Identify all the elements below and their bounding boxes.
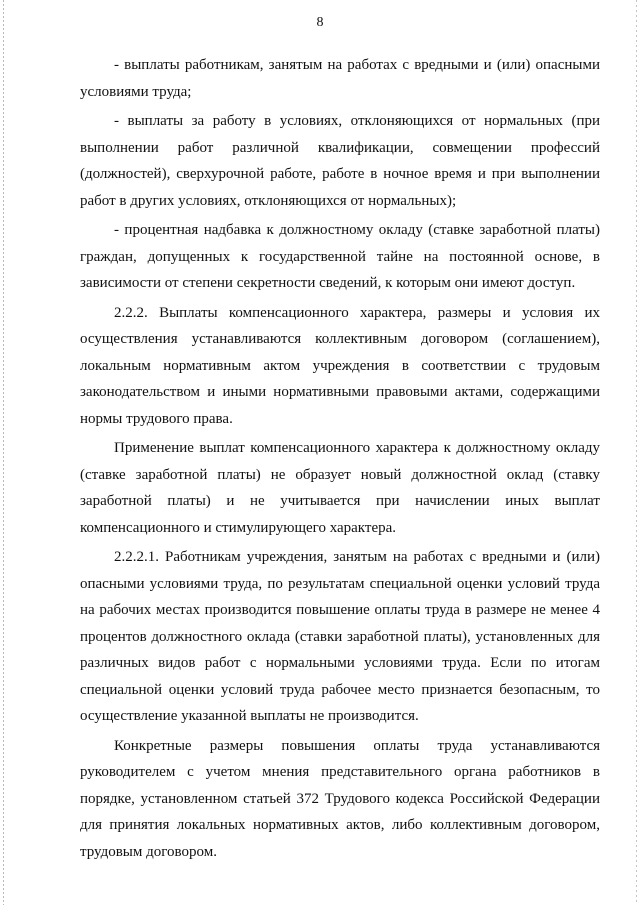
- page-number: 8: [316, 15, 324, 30]
- paragraph-state-secret-allowance: - процентная надбавка к должностному окладу (ставке заработной платы) граждан, допущенных к государственной тайне на постоянной основе, в зависимости от степени секретности сведений, к которым они имеют доступ.: [80, 222, 600, 291]
- paragraph-deviating-conditions-payment: - выплаты за работу в условиях, отклоняющихся от нормальных (при выполнении работ различной квалификации, совмещении профессий (должностей), сверхурочной работе, работе в ночное время и при выполнении работ в других условиях, отклоняющихся от нормальных);: [80, 113, 600, 209]
- scan-edge-right: [636, 0, 637, 905]
- paragraph-section-2-2-2: 2.2.2. Выплаты компенсационного характера, размеры и условия их осуществления устанавливаются коллективным договором (соглашением), локальным нормативным актом учреждения в соответствии с трудовым законодательством и иными нормативными правовыми актами, содержащими нормы трудового права.: [80, 304, 600, 427]
- paragraph-section-2-2-2-1: 2.2.2.1. Работникам учреждения, занятым на работах с вредными и (или) опасными условиями труда, по результатам специальной оценки условий труда на рабочих местах производится повышение оплаты труда в размере не менее 4 процентов должностного оклада (ставки заработной платы), установленных для различных видов работ с нормальными условиями труда. Если по итогам специальной оценки условий труда рабочее место признается безопасным, то осуществление указанной выплаты не производится.: [80, 549, 600, 724]
- document-body: [80, 52, 600, 868]
- paragraph-harmful-conditions-payment: - выплаты работникам, занятым на работах с вредными и (или) опасными условиями труда;: [80, 57, 600, 100]
- paragraph-compensation-application: Применение выплат компенсационного характера к должностному окладу (ставке заработной платы) не образует новый должностной оклад (ставку заработной платы) и не учитывается при начислении иных выплат компенсационного и стимулирующего характера.: [80, 440, 600, 536]
- paragraph-specific-increase-amounts: Конкретные размеры повышения оплаты труда устанавливаются руководителем с учетом мнения представительного органа работников в порядке, установленном статьей 372 Трудового кодекса Российской Федерации для принятия локальных нормативных актов, либо коллективным договором, трудовым договором.: [80, 737, 600, 860]
- scan-edge-left: [3, 0, 4, 905]
